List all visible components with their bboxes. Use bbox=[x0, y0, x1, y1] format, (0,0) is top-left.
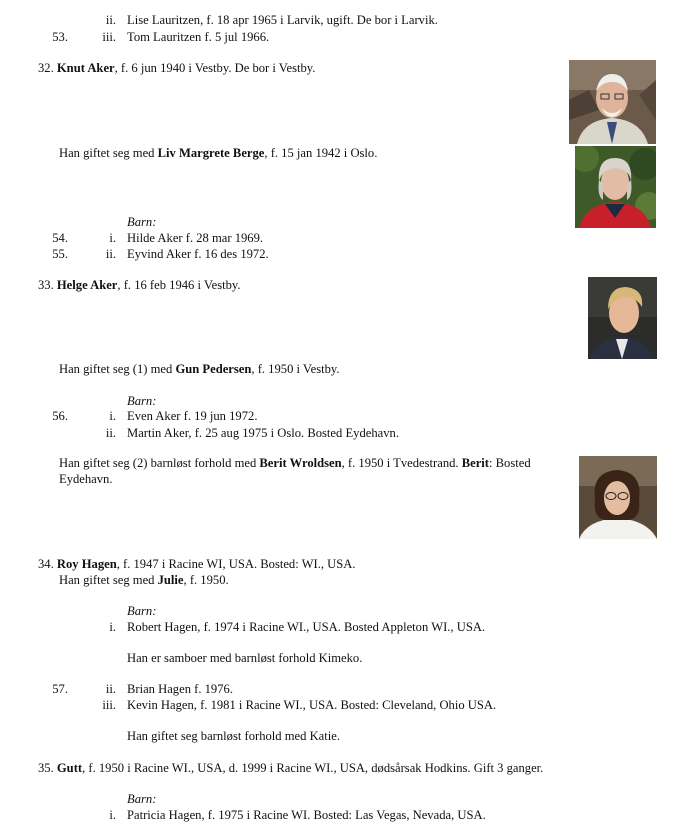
person-heading-33 bbox=[38, 277, 241, 293]
person-name: Gutt bbox=[56, 761, 83, 775]
child-numeral: iii. bbox=[102, 698, 116, 712]
spouse-line bbox=[59, 145, 377, 161]
child-entry: Patricia Hagen, f. 1975 i Racine WI. Bosted: Las Vegas, Nevada, USA. bbox=[127, 808, 486, 822]
portrait-photo-helge bbox=[588, 277, 657, 359]
child-entry: Kevin Hagen, f. 1981 i Racine WI., USA. Bosted: Cleveland, Ohio USA. bbox=[127, 698, 497, 712]
entry-number: 34. bbox=[38, 557, 57, 571]
spouse-details: , f. 1950. bbox=[183, 573, 229, 587]
children-heading: Barn: bbox=[127, 604, 157, 618]
child-entry: Lise Lauritzen, f. 18 apr 1965 i Larvik, ugift. De bor i Larvik. bbox=[127, 13, 438, 27]
child-entry: Robert Hagen, f. 1974 i Racine WI., USA. Bosted Appleton WI., USA. bbox=[127, 620, 486, 634]
marriage-intro: Han giftet seg (2) barnløst forhold med bbox=[59, 456, 260, 470]
person-name: Helge Aker bbox=[56, 278, 118, 292]
spouse-note-name: Berit bbox=[461, 456, 489, 470]
child-entry: Tom Lauritzen f. 5 jul 1966. bbox=[127, 30, 270, 44]
person-details: , f. 1947 i Racine WI, USA. Bosted: WI., USA. bbox=[116, 557, 356, 571]
spouse-name: Liv Margrete Berge bbox=[157, 146, 265, 160]
child-note: Han giftet seg barnløst forhold med Katie. bbox=[127, 729, 340, 743]
children-heading: Barn: bbox=[127, 792, 157, 806]
child-numeral: iii. bbox=[102, 30, 116, 44]
entry-number: 35. bbox=[38, 761, 57, 775]
spouse-intro: Han giftet seg med bbox=[59, 146, 158, 160]
child-entry: Hilde Aker f. 28 mar 1969. bbox=[127, 231, 264, 245]
second-marriage-line bbox=[59, 455, 531, 471]
spouse-details: , f. 1950 i Tvedestrand. bbox=[341, 456, 462, 470]
child-numeral: i. bbox=[109, 808, 116, 822]
portrait-photo-berit bbox=[579, 456, 657, 539]
person-details: , f. 6 jun 1940 i Vestby. De bor i Vestby. bbox=[114, 61, 316, 75]
portrait-photo-liv bbox=[575, 146, 656, 228]
person-heading-35 bbox=[38, 760, 543, 776]
person-heading-32 bbox=[38, 60, 315, 76]
child-numeral: ii. bbox=[105, 247, 116, 261]
child-numeral: ii. bbox=[105, 13, 116, 27]
person-number: 55. bbox=[52, 247, 68, 261]
child-note: Han er samboer med barnløst forhold Kimeko. bbox=[127, 651, 363, 665]
child-numeral: ii. bbox=[105, 426, 116, 440]
children-heading: Barn: bbox=[127, 215, 157, 229]
person-number: 53. bbox=[52, 30, 68, 44]
child-numeral: i. bbox=[109, 231, 116, 245]
spouse-name: Gun Pedersen bbox=[175, 362, 252, 376]
child-entry: Martin Aker, f. 25 aug 1975 i Oslo. Bosted Eydehavn. bbox=[127, 426, 399, 440]
child-numeral: ii. bbox=[105, 682, 116, 696]
child-entry: Even Aker f. 19 jun 1972. bbox=[127, 409, 258, 423]
person-details: , f. 1950 i Racine WI., USA, d. 1999 i Racine WI., USA, dødsårsak Hodkins. Gift 3 ganger. bbox=[82, 761, 544, 775]
entry-number: 33. bbox=[38, 278, 57, 292]
spouse-intro: Han giftet seg (1) med bbox=[59, 362, 176, 376]
person-name: Knut Aker bbox=[56, 61, 115, 75]
spouse-name: Julie bbox=[157, 573, 184, 587]
person-heading-34 bbox=[38, 556, 356, 572]
spouse-details: , f. 15 jan 1942 i Oslo. bbox=[264, 146, 378, 160]
spouse-line bbox=[59, 361, 340, 377]
person-number: 54. bbox=[52, 231, 68, 245]
spouse-line bbox=[59, 572, 229, 588]
person-name: Roy Hagen bbox=[56, 557, 117, 571]
entry-number: 32. bbox=[38, 61, 57, 75]
child-numeral: i. bbox=[109, 620, 116, 634]
person-number: 57. bbox=[52, 682, 68, 696]
spouse-intro: Han giftet seg med bbox=[59, 573, 158, 587]
person-number: 56. bbox=[52, 409, 68, 423]
spouse-details: , f. 1950 i Vestby. bbox=[251, 362, 340, 376]
portrait-photo-knut bbox=[569, 60, 656, 144]
person-details: , f. 16 feb 1946 i Vestby. bbox=[117, 278, 241, 292]
child-entry: Eyvind Aker f. 16 des 1972. bbox=[127, 247, 269, 261]
second-marriage-line-2: Eydehavn. bbox=[59, 472, 113, 486]
spouse-name: Berit Wroldsen bbox=[259, 456, 342, 470]
child-entry: Brian Hagen f. 1976. bbox=[127, 682, 233, 696]
spouse-note: : Bosted bbox=[489, 456, 531, 470]
children-heading: Barn: bbox=[127, 394, 157, 408]
child-numeral: i. bbox=[109, 409, 116, 423]
